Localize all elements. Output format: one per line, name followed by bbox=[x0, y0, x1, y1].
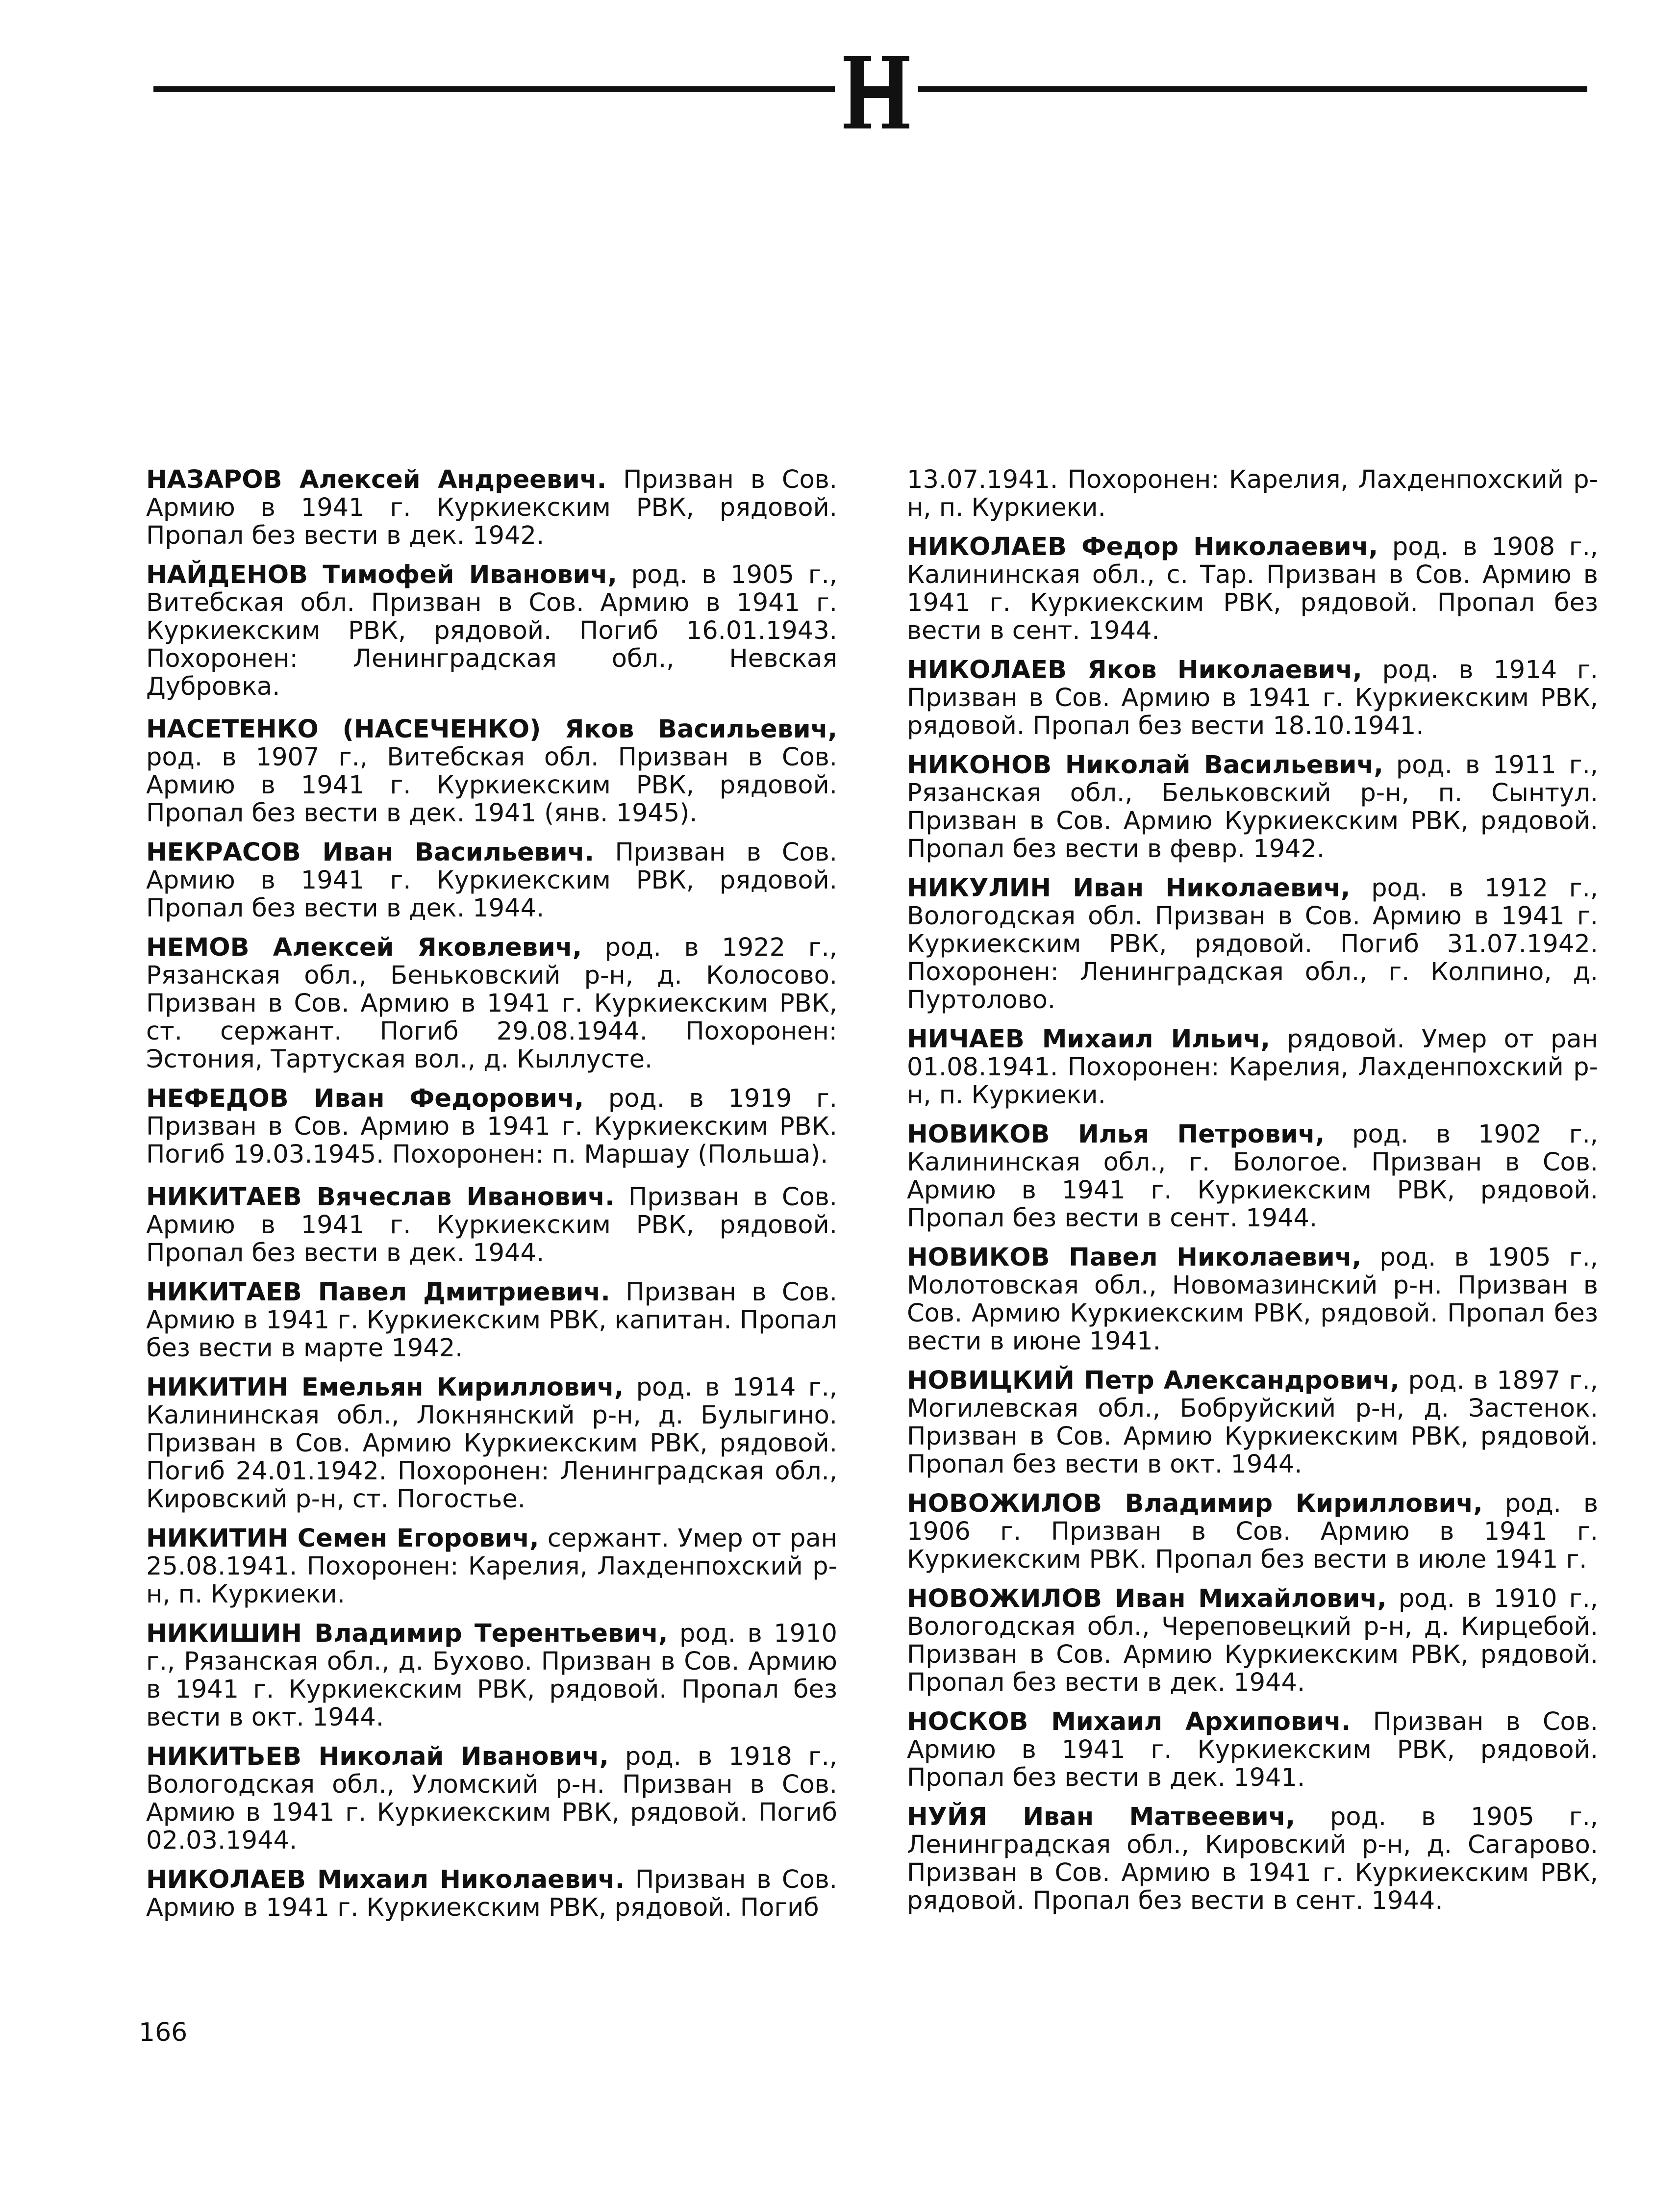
list-item bbox=[907, 1367, 1598, 1478]
entry-name: НУЙЯ Иван Матвеевич, bbox=[907, 1803, 1296, 1831]
list-item bbox=[146, 466, 837, 550]
entry-name: НАЙДЕНОВ Тимофей Иванович, bbox=[146, 560, 617, 589]
list-item bbox=[146, 1373, 837, 1513]
entry-name: НАСЕТЕНКО (НАСЕЧЕНКО) Яков Васильевич, bbox=[146, 715, 837, 744]
list-item bbox=[146, 1183, 837, 1267]
entry-name: НИКОЛАЕВ Федор Николаевич, bbox=[907, 533, 1378, 561]
list-item bbox=[146, 1866, 837, 1922]
entry-name: НИКОНОВ Николай Васильевич, bbox=[907, 751, 1383, 780]
list-item bbox=[146, 1743, 837, 1855]
entry-text: Призван в Сов. Армию в 1941 г. Куркиекским РВК, рядовой. Пропал без вести в дек. 1942. bbox=[146, 465, 837, 550]
entry-text: род. в 1911 г., Рязанская обл., Бельковский р-н, п. Сынтул. Призван в Сов. Армию Куркиекским РВК, рядовой. Пропал без вести в февр. 1942. bbox=[907, 751, 1598, 864]
entry-text: род. в 1922 г., Рязанская обл., Беньковский р-н, д. Колосово. Призван в Сов. Армию в 1941 г. Куркиекским РВК, ст. сержант. Погиб 29.08.1944. Похоронен: Эстония, Тартуская вол., д. Кыллусте. bbox=[146, 933, 837, 1074]
entry-text: род. в 1919 г. Призван в Сов. Армию в 1941 г. Куркиекским РВК. Погиб 19.03.1945. Похоронен: п. Маршау (Польша). bbox=[146, 1084, 837, 1169]
header-rule-left bbox=[153, 86, 835, 92]
entry-name: НИКИТАЕВ Павел Дмитриевич. bbox=[146, 1278, 610, 1307]
entry-text: Призван в Сов. Армию в 1941 г. Куркиекским РВК, рядовой. Пропал без вести в дек. 1941. bbox=[907, 1707, 1598, 1792]
entry-name: НЕМОВ Алексей Яковлевич, bbox=[146, 933, 582, 962]
list-item bbox=[146, 1278, 837, 1362]
list-item bbox=[907, 533, 1598, 645]
header-rule-right bbox=[918, 86, 1587, 92]
list-item bbox=[146, 839, 837, 922]
entry-text: Призван в Сов. Армию в 1941 г. Куркиекским РВК, капитан. Пропал без вести в марте 1942. bbox=[146, 1278, 837, 1363]
list-item bbox=[146, 934, 837, 1073]
entry-name: НИКИТИН Семен Егорович, bbox=[146, 1524, 539, 1553]
right-column bbox=[907, 466, 1598, 1926]
left-column bbox=[146, 466, 837, 1933]
list-item bbox=[907, 751, 1598, 863]
list-item bbox=[907, 656, 1598, 740]
list-item bbox=[907, 1244, 1598, 1355]
entry-text: род. в 1905 г., Ленинградская обл., Кировский р-н, д. Сагарово. Призван в Сов. Армию в 1941 г. Куркиекским РВК, рядовой. Пропал без вести в сент. 1944. bbox=[907, 1803, 1598, 1915]
entry-name: НОВИЦКИЙ Петр Александрович, bbox=[907, 1366, 1400, 1395]
entry-text: Призван в Сов. Армию в 1941 г. Куркиекским РВК, рядовой. Пропал без вести в дек. 1944. bbox=[146, 838, 838, 923]
entry-text: род. в 1914 г. Призван в Сов. Армию в 1941 г. Куркиекским РВК, рядовой. Пропал без вести 18.10.1941. bbox=[907, 656, 1598, 740]
page-number: 166 bbox=[139, 2018, 188, 2047]
entry-text: род. в 1897 г., Могилевская обл., Бобруйский р-н, д. Застенок. Призван в Сов. Армию Куркиекским РВК, рядовой. Пропал без вести в окт. 1944. bbox=[907, 1366, 1598, 1479]
entry-text: род. в 1907 г., Витебская обл. Призван в Сов. Армию в 1941 г. Куркиекским РВК, рядовой. Пропал без вести в дек. 1941 (янв. 1945). bbox=[146, 743, 837, 828]
entry-text: род. в 1910 г., Рязанская обл., д. Бухово. Призван в Сов. Армию в 1941 г. Куркиекским РВК, рядовой. Пропал без вести в окт. 1944. bbox=[146, 1619, 838, 1732]
entry-text: род. в 1918 г., Вологодская обл., Уломский р-н. Призван в Сов. Армию в 1941 г. Куркиекским РВК, рядовой. Погиб 02.03.1944. bbox=[146, 1742, 838, 1855]
entry-name: НИКИТИН Емельян Кириллович, bbox=[146, 1373, 624, 1402]
entry-text: род. в 1908 г., Калининская обл., с. Тар. Призван в Сов. Армию в 1941 г. Куркиекским РВК, рядовой. Пропал без вести в сент. 1944. bbox=[907, 533, 1598, 645]
header-letter-ornament bbox=[840, 53, 913, 131]
entry-text: род. в 1912 г., Вологодская обл. Призван в Сов. Армию в 1941 г. Куркиекским РВК, рядовой. Погиб 31.07.1942. Похоронен: Ленинградская обл., г. Колпино, д. Пуртолово. bbox=[907, 874, 1598, 1015]
entry-name: НОВОЖИЛОВ Иван Михайлович, bbox=[907, 1584, 1387, 1613]
list-item bbox=[907, 1585, 1598, 1697]
entry-text: сержант. Умер от ран 25.08.1941. Похоронен: Карелия, Лахденпохский р-н, п. Куркиеки. bbox=[146, 1524, 837, 1609]
entry-name: НАЗАРОВ Алексей Андреевич. bbox=[146, 465, 607, 494]
entry-name: НОВИКОВ Павел Николаевич, bbox=[907, 1243, 1362, 1272]
entry-text: Призван в Сов. Армию в 1941 г. Куркиекским РВК, рядовой. Пропал без вести в дек. 1944. bbox=[146, 1183, 837, 1268]
list-item bbox=[146, 561, 837, 701]
entry-text: род. в 1910 г., Вологодская обл., Череповецкий р-н, д. Кирцебой. Призван в Сов. Армию Куркиекским РВК, рядовой. Пропал без вести в дек. 1944. bbox=[907, 1584, 1598, 1697]
list-item bbox=[907, 1120, 1598, 1232]
list-item-continued bbox=[907, 466, 1598, 522]
entry-name: НЕКРАСОВ Иван Васильевич. bbox=[146, 838, 595, 867]
list-item bbox=[146, 1525, 837, 1608]
entry-name: НОВИКОВ Илья Петрович, bbox=[907, 1120, 1325, 1149]
entry-name: НИКИШИН Владимир Терентьевич, bbox=[146, 1619, 668, 1648]
list-item bbox=[146, 1620, 837, 1731]
entry-text: 13.07.1941. Похоронен: Карелия, Лахденпохский р-н, п. Куркиеки. bbox=[907, 465, 1598, 522]
list-item bbox=[146, 715, 837, 827]
entry-name: НИЧАЕВ Михаил Ильич, bbox=[907, 1025, 1270, 1054]
list-item bbox=[907, 1708, 1598, 1792]
list-item bbox=[907, 1490, 1598, 1574]
entry-name: НИКИТАЕВ Вячеслав Иванович. bbox=[146, 1183, 615, 1212]
entry-text: род. в 1905 г., Молотовская обл., Новомазинский р-н. Призван в Сов. Армию Куркиекским РВК, рядовой. Пропал без вести в июне 1941. bbox=[907, 1243, 1599, 1356]
entry-text: рядовой. Умер от ран 01.08.1941. Похоронен: Карелия, Лахденпохский р-н, п. Куркиеки. bbox=[907, 1025, 1598, 1110]
list-item bbox=[146, 1085, 837, 1169]
entry-name: НОВОЖИЛОВ Владимир Кириллович, bbox=[907, 1489, 1483, 1518]
list-item bbox=[907, 1025, 1598, 1109]
entry-name: НИКИТЬЕВ Николай Иванович, bbox=[146, 1742, 609, 1771]
entry-name: НИКОЛАЕВ Михаил Николаевич. bbox=[146, 1865, 625, 1894]
entry-name: НИКОЛАЕВ Яков Николаевич, bbox=[907, 656, 1362, 685]
entry-text: Призван в Сов. Армию в 1941 г. Куркиекским РВК, рядовой. Погиб bbox=[146, 1865, 837, 1922]
entry-text: род. в 1902 г., Калининская обл., г. Бологое. Призван в Сов. Армию в 1941 г. Куркиекским РВК, рядовой. Пропал без вести в сент. 1944. bbox=[907, 1120, 1598, 1233]
entry-name: НЕФЕДОВ Иван Федорович, bbox=[146, 1084, 584, 1113]
list-item bbox=[907, 1803, 1598, 1915]
entry-name: НИКУЛИН Иван Николаевич, bbox=[907, 874, 1351, 903]
entry-text: род. в 1914 г., Калининская обл., Локнянский р-н, д. Булыгино. Призван в Сов. Армию Куркиекским РВК, рядовой. Погиб 24.01.1942. Похоронен: Ленинградская обл., Кировский р-н, ст. Погостье. bbox=[146, 1373, 837, 1514]
list-item bbox=[907, 874, 1598, 1014]
entry-text: род. в 1906 г. Призван в Сов. Армию в 1941 г. Куркиекским РВК. Пропал без вести в июле 1941 г. bbox=[907, 1489, 1598, 1574]
entry-name: НОСКОВ Михаил Архипович. bbox=[907, 1707, 1351, 1736]
entry-text: род. в 1905 г., Витебская обл. Призван в Сов. Армию в 1941 г. Куркиекским РВК, рядовой. Погиб 16.01.1943. Похоронен: Ленинградская обл., Невская Дубровка. bbox=[146, 560, 838, 701]
